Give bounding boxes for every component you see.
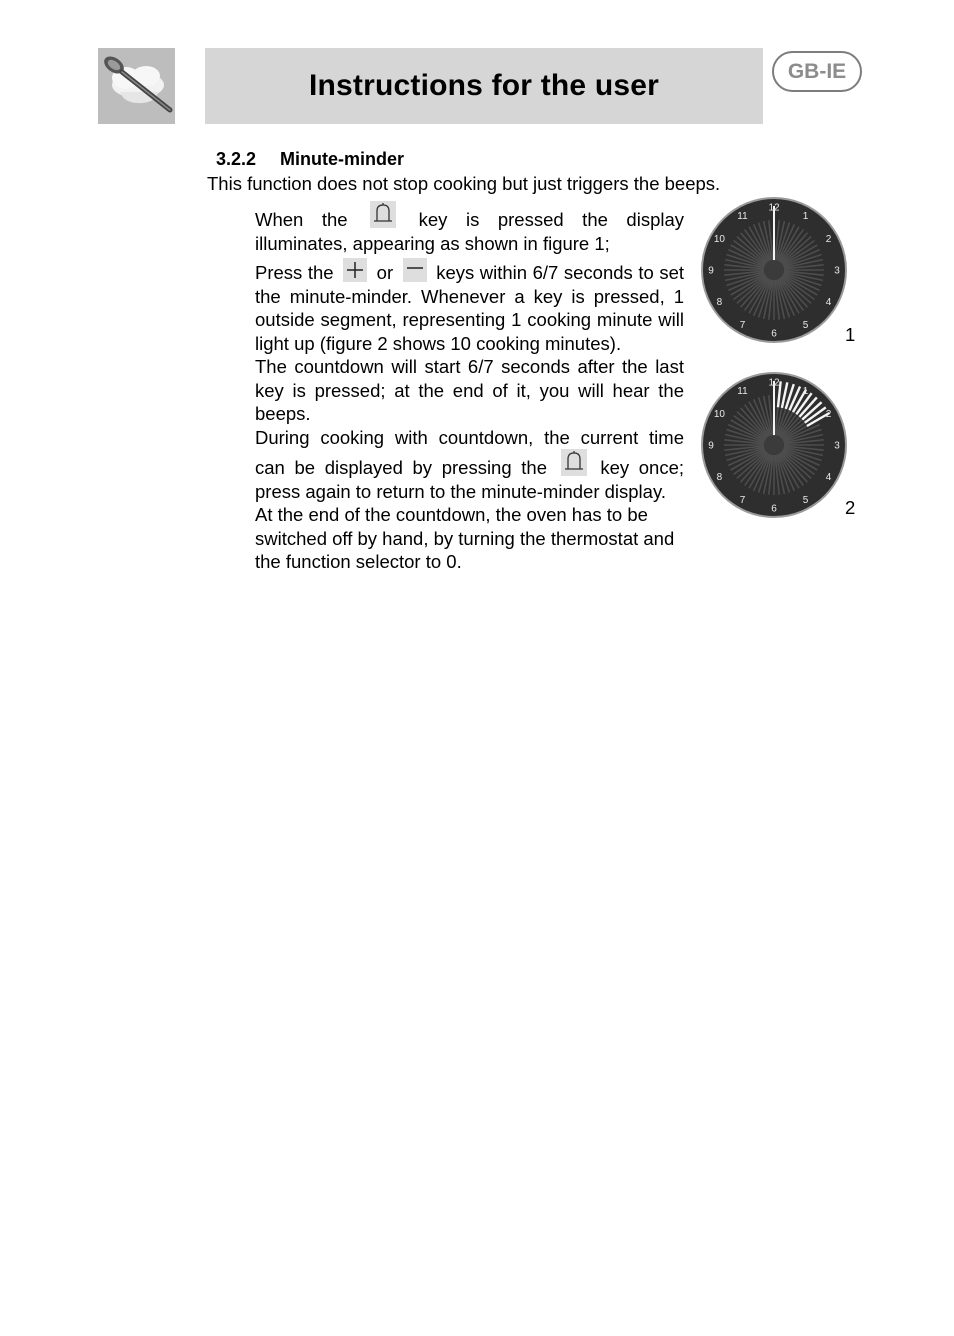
dial-number: 2	[825, 409, 832, 420]
dial-number: 4	[825, 297, 832, 308]
instructions-body	[255, 201, 684, 574]
paragraph-2-or: or	[376, 262, 394, 283]
section-title: Minute-minder	[280, 149, 404, 169]
paragraph-3: The countdown will start 6/7 seconds after the last key is pressed; at the end of it, you will hear the beeps.	[255, 356, 684, 424]
dial-number: 1	[802, 210, 809, 222]
minus-icon	[403, 258, 427, 282]
figure-2-label: 2	[845, 497, 856, 518]
dial-number: 2	[825, 234, 832, 245]
page-title: Instructions for the user	[308, 69, 660, 102]
dial-number: 12	[768, 202, 780, 214]
chef-spoon-logo	[98, 48, 175, 124]
dial-number: 8	[716, 297, 723, 308]
paragraph-5: At the end of the countdown, the oven has to be switched off by hand, by turning the thermostat and the function selector to 0.	[255, 504, 675, 572]
dial-number: 3	[834, 265, 840, 277]
dial-number: 6	[771, 328, 777, 340]
dial-number: 7	[739, 495, 746, 507]
bell-icon	[561, 449, 587, 476]
dial-number: 5	[802, 495, 809, 507]
country-badge: GB-IE	[772, 51, 862, 92]
paragraph-1	[255, 201, 684, 255]
paragraph-1-start: When the	[255, 209, 348, 230]
bell-icon	[370, 201, 396, 228]
dial-number: 10	[713, 234, 726, 245]
dial-hub	[764, 260, 784, 280]
dial-number: 4	[825, 472, 832, 483]
paragraph-2-end: keys within 6/7 seconds to set the minute-minder. Whenever a key is pressed, 1 outside segment, representing 1 cooking minute will light up (figure 2 shows 10 cooking minutes).	[255, 262, 684, 354]
dial-number: 5	[802, 320, 809, 332]
dial-number: 6	[771, 503, 777, 515]
section-heading	[216, 149, 404, 170]
dial-number: 8	[716, 472, 723, 483]
dial-number: 9	[708, 265, 714, 277]
paragraph-4	[255, 426, 684, 504]
dial-number: 3	[834, 440, 840, 452]
dial-number: 11	[737, 385, 748, 397]
dial-number: 9	[708, 440, 714, 452]
paragraph-2	[255, 258, 684, 355]
header-title-bar	[205, 48, 763, 124]
paragraph-4-end: key once; press again to return to the minute-minder display.	[255, 457, 685, 502]
dial-number: 10	[713, 409, 726, 420]
paragraph-1-end: key is pressed the display illuminates, appearing as shown in figure 1;	[255, 209, 685, 254]
chef-spoon-icon	[98, 48, 175, 124]
dial-number: 7	[739, 320, 746, 332]
dial-hub	[764, 435, 784, 455]
section-intro: This function does not stop cooking but just triggers the beeps.	[207, 173, 721, 194]
dial-number: 11	[737, 210, 748, 222]
paragraph-2-start: Press the	[255, 262, 334, 283]
dial-number: 12	[768, 377, 780, 389]
section-number: 3.2.2	[216, 149, 257, 169]
paragraph-4-start: During cooking with countdown, the current time can be displayed by pressing the	[255, 426, 684, 478]
dial-number: 1	[802, 385, 809, 397]
plus-icon	[343, 258, 367, 282]
figure-1-label: 1	[845, 324, 856, 345]
minute-minder-display-figure-2	[700, 371, 848, 524]
minute-minder-display-figure-1	[700, 196, 848, 349]
